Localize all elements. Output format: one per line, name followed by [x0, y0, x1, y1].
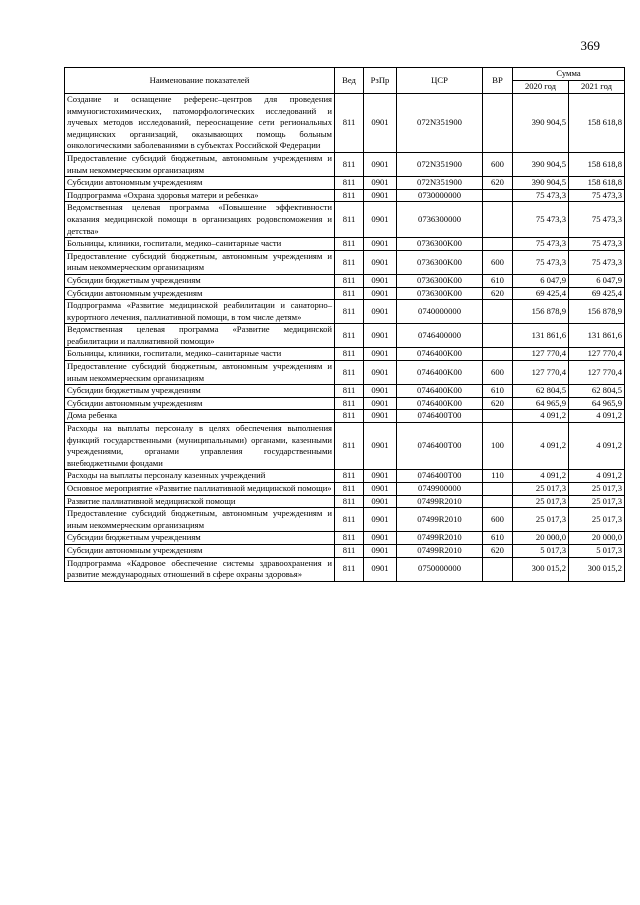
row-rzpr-cell: 0901 [364, 557, 397, 581]
row-2020-cell: 75 473,3 [513, 189, 569, 202]
row-name-cell: Предоставление субсидий бюджетным, автономным учреждениям и иным некоммерческим организациям [65, 250, 335, 274]
table-row [65, 483, 625, 496]
row-name-cell: Расходы на выплаты персоналу казенных учреждений [65, 470, 335, 483]
header-ved: Вед [335, 68, 364, 94]
row-vr-cell: 610 [483, 385, 513, 398]
row-2021-cell: 75 473,3 [569, 250, 625, 274]
row-name-cell: Дома ребенка [65, 410, 335, 423]
row-ved-cell: 811 [335, 532, 364, 545]
row-vr-cell: 620 [483, 287, 513, 300]
row-ved-cell: 811 [335, 483, 364, 496]
row-2021-cell: 69 425,4 [569, 287, 625, 300]
row-2020-cell: 62 804,5 [513, 385, 569, 398]
table-row [65, 532, 625, 545]
row-2021-cell: 158 618,8 [569, 94, 625, 153]
row-ved-cell: 811 [335, 361, 364, 385]
row-rzpr-cell: 0901 [364, 544, 397, 557]
row-vr-cell [483, 202, 513, 238]
row-2021-cell: 156 878,9 [569, 300, 625, 324]
row-csr-cell: 0746400K00 [397, 361, 483, 385]
row-2020-cell: 156 878,9 [513, 300, 569, 324]
row-2020-cell: 75 473,3 [513, 238, 569, 251]
row-ved-cell: 811 [335, 423, 364, 470]
row-ved-cell: 811 [335, 238, 364, 251]
row-name-cell: Субсидии бюджетным учреждениям [65, 532, 335, 545]
row-rzpr-cell: 0901 [364, 495, 397, 508]
row-csr-cell: 0736300K00 [397, 238, 483, 251]
row-2021-cell: 75 473,3 [569, 189, 625, 202]
table-row [65, 348, 625, 361]
table-row [65, 361, 625, 385]
row-vr-cell [483, 483, 513, 496]
table-row [65, 410, 625, 423]
row-2020-cell: 20 000,0 [513, 532, 569, 545]
row-csr-cell: 0746400T00 [397, 470, 483, 483]
row-name-cell: Субсидии автономным учреждениям [65, 544, 335, 557]
row-csr-cell: 0740000000 [397, 300, 483, 324]
table-row [65, 423, 625, 470]
header-2020: 2020 год [513, 81, 569, 94]
row-2020-cell: 390 904,5 [513, 94, 569, 153]
row-rzpr-cell: 0901 [364, 423, 397, 470]
row-csr-cell: 07499R2010 [397, 544, 483, 557]
row-vr-cell: 600 [483, 508, 513, 532]
table-row [65, 324, 625, 348]
row-rzpr-cell: 0901 [364, 274, 397, 287]
row-rzpr-cell: 0901 [364, 397, 397, 410]
row-name-cell: Субсидии автономным учреждениям [65, 177, 335, 190]
row-vr-cell: 600 [483, 152, 513, 176]
row-csr-cell: 0736300K00 [397, 274, 483, 287]
row-csr-cell: 0746400000 [397, 324, 483, 348]
row-ved-cell: 811 [335, 177, 364, 190]
row-ved-cell: 811 [335, 202, 364, 238]
row-name-cell: Подпрограмма «Охрана здоровья матери и ребенка» [65, 189, 335, 202]
row-2021-cell: 5 017,3 [569, 544, 625, 557]
row-csr-cell: 07499R2010 [397, 532, 483, 545]
table-row [65, 202, 625, 238]
row-name-cell: Подпрограмма «Развитие медицинской реабилитации и санаторно–курортного лечения, паллиативной помощи, в том числе детям» [65, 300, 335, 324]
row-vr-cell: 620 [483, 177, 513, 190]
row-2020-cell: 25 017,3 [513, 483, 569, 496]
row-vr-cell: 620 [483, 544, 513, 557]
row-vr-cell [483, 557, 513, 581]
row-csr-cell: 0736300K00 [397, 250, 483, 274]
row-2021-cell: 131 861,6 [569, 324, 625, 348]
row-2021-cell: 75 473,3 [569, 238, 625, 251]
table-row [65, 189, 625, 202]
table-row [65, 300, 625, 324]
table-row [65, 544, 625, 557]
table-row [65, 274, 625, 287]
row-vr-cell: 600 [483, 250, 513, 274]
row-ved-cell: 811 [335, 348, 364, 361]
row-vr-cell [483, 495, 513, 508]
row-2021-cell: 75 473,3 [569, 202, 625, 238]
row-2020-cell: 300 015,2 [513, 557, 569, 581]
header-name: Наименование показателей [65, 68, 335, 94]
row-2020-cell: 4 091,2 [513, 410, 569, 423]
row-csr-cell: 0730000000 [397, 189, 483, 202]
row-name-cell: Ведомственная целевая программа «Развитие медицинской реабилитации и паллиативной помощи» [65, 324, 335, 348]
row-rzpr-cell: 0901 [364, 324, 397, 348]
row-csr-cell: 072N351900 [397, 152, 483, 176]
row-ved-cell: 811 [335, 544, 364, 557]
row-csr-cell: 0746400T00 [397, 410, 483, 423]
row-csr-cell: 0736300000 [397, 202, 483, 238]
row-vr-cell [483, 300, 513, 324]
row-2020-cell: 25 017,3 [513, 495, 569, 508]
row-csr-cell: 07499R2010 [397, 495, 483, 508]
row-ved-cell: 811 [335, 300, 364, 324]
row-2020-cell: 127 770,4 [513, 348, 569, 361]
row-name-cell: Предоставление субсидий бюджетным, автономным учреждениям и иным некоммерческим организациям [65, 508, 335, 532]
row-2021-cell: 4 091,2 [569, 423, 625, 470]
row-rzpr-cell: 0901 [364, 483, 397, 496]
row-2021-cell: 25 017,3 [569, 495, 625, 508]
row-name-cell: Развитие паллиативной медицинской помощи [65, 495, 335, 508]
row-rzpr-cell: 0901 [364, 348, 397, 361]
header-sum: Сумма [513, 68, 625, 81]
header-rzpr: РзПр [364, 68, 397, 94]
row-2021-cell: 62 804,5 [569, 385, 625, 398]
row-name-cell: Больницы, клиники, госпитали, медико–санитарные части [65, 348, 335, 361]
row-vr-cell [483, 348, 513, 361]
row-2021-cell: 127 770,4 [569, 361, 625, 385]
row-2020-cell: 25 017,3 [513, 508, 569, 532]
row-rzpr-cell: 0901 [364, 361, 397, 385]
row-rzpr-cell: 0901 [364, 238, 397, 251]
row-name-cell: Субсидии автономным учреждениям [65, 397, 335, 410]
row-name-cell: Предоставление субсидий бюджетным, автономным учреждениям и иным некоммерческим организациям [65, 152, 335, 176]
header-vr: ВР [483, 68, 513, 94]
budget-table [64, 67, 625, 582]
row-name-cell: Субсидии автономным учреждениям [65, 287, 335, 300]
row-ved-cell: 811 [335, 557, 364, 581]
table-row [65, 385, 625, 398]
row-ved-cell: 811 [335, 508, 364, 532]
row-csr-cell: 0736300K00 [397, 287, 483, 300]
row-name-cell: Подпрограмма «Кадровое обеспечение системы здравоохранения и развитие международных отношений в сфере охраны здоровья» [65, 557, 335, 581]
row-rzpr-cell: 0901 [364, 470, 397, 483]
row-ved-cell: 811 [335, 385, 364, 398]
row-name-cell: Расходы на выплаты персоналу в целях обеспечения выполнения функций государственными (муниципальными) органами, казенными учреждениями, органами управления государственными внебюджетными фондами [65, 423, 335, 470]
row-2020-cell: 4 091,2 [513, 470, 569, 483]
row-vr-cell [483, 189, 513, 202]
row-2020-cell: 390 904,5 [513, 177, 569, 190]
row-2021-cell: 127 770,4 [569, 348, 625, 361]
table-row [65, 250, 625, 274]
row-csr-cell: 0746400T00 [397, 423, 483, 470]
row-rzpr-cell: 0901 [364, 300, 397, 324]
row-2020-cell: 75 473,3 [513, 250, 569, 274]
row-name-cell: Ведомственная целевая программа «Повышение эффективности оказания медицинской помощи в организациях родовспоможения и детства» [65, 202, 335, 238]
row-csr-cell: 072N351900 [397, 94, 483, 153]
row-2021-cell: 25 017,3 [569, 508, 625, 532]
row-rzpr-cell: 0901 [364, 287, 397, 300]
row-csr-cell: 0746400K00 [397, 385, 483, 398]
row-vr-cell [483, 94, 513, 153]
row-ved-cell: 811 [335, 397, 364, 410]
table-row [65, 287, 625, 300]
row-2020-cell: 127 770,4 [513, 361, 569, 385]
row-vr-cell [483, 238, 513, 251]
row-vr-cell: 620 [483, 397, 513, 410]
row-ved-cell: 811 [335, 470, 364, 483]
row-rzpr-cell: 0901 [364, 189, 397, 202]
row-name-cell: Создание и оснащение референс–центров для проведения иммуногистохимических, патоморфологических исследований и лучевых методов исследований, переоснащение сети региональных медицинских организаций, оказывающих помощь больным онкологическими заболеваниями в субъектах Российской Федерации [65, 94, 335, 153]
row-vr-cell [483, 410, 513, 423]
row-rzpr-cell: 0901 [364, 385, 397, 398]
row-ved-cell: 811 [335, 152, 364, 176]
row-2021-cell: 300 015,2 [569, 557, 625, 581]
row-ved-cell: 811 [335, 287, 364, 300]
row-2020-cell: 75 473,3 [513, 202, 569, 238]
row-2021-cell: 6 047,9 [569, 274, 625, 287]
row-csr-cell: 0750000000 [397, 557, 483, 581]
row-2020-cell: 131 861,6 [513, 324, 569, 348]
row-vr-cell: 600 [483, 361, 513, 385]
row-2021-cell: 4 091,2 [569, 410, 625, 423]
table-row [65, 177, 625, 190]
header-2021: 2021 год [569, 81, 625, 94]
row-ved-cell: 811 [335, 410, 364, 423]
row-vr-cell: 610 [483, 274, 513, 287]
row-2020-cell: 390 904,5 [513, 152, 569, 176]
row-ved-cell: 811 [335, 189, 364, 202]
table-row [65, 495, 625, 508]
row-csr-cell: 07499R2010 [397, 508, 483, 532]
table-row [65, 508, 625, 532]
row-ved-cell: 811 [335, 274, 364, 287]
row-ved-cell: 811 [335, 495, 364, 508]
row-rzpr-cell: 0901 [364, 94, 397, 153]
table-row [65, 94, 625, 153]
row-rzpr-cell: 0901 [364, 152, 397, 176]
row-2020-cell: 4 091,2 [513, 423, 569, 470]
table-row [65, 397, 625, 410]
row-rzpr-cell: 0901 [364, 532, 397, 545]
row-name-cell: Субсидии бюджетным учреждениям [65, 385, 335, 398]
row-ved-cell: 811 [335, 250, 364, 274]
row-2021-cell: 4 091,2 [569, 470, 625, 483]
page-number: 369 [580, 38, 600, 53]
row-rzpr-cell: 0901 [364, 410, 397, 423]
row-name-cell: Основное мероприятие «Развитие паллиативной медицинской помощи» [65, 483, 335, 496]
table-row [65, 152, 625, 176]
row-csr-cell: 0749900000 [397, 483, 483, 496]
row-2020-cell: 64 965,9 [513, 397, 569, 410]
table-row [65, 557, 625, 581]
row-2021-cell: 158 618,8 [569, 152, 625, 176]
row-name-cell: Субсидии бюджетным учреждениям [65, 274, 335, 287]
table-row [65, 238, 625, 251]
row-rzpr-cell: 0901 [364, 177, 397, 190]
row-2020-cell: 6 047,9 [513, 274, 569, 287]
row-2020-cell: 5 017,3 [513, 544, 569, 557]
row-csr-cell: 0746400K00 [397, 348, 483, 361]
row-vr-cell: 100 [483, 423, 513, 470]
row-csr-cell: 072N351900 [397, 177, 483, 190]
row-ved-cell: 811 [335, 324, 364, 348]
row-2021-cell: 20 000,0 [569, 532, 625, 545]
table-body [65, 94, 625, 582]
row-2020-cell: 69 425,4 [513, 287, 569, 300]
row-name-cell: Предоставление субсидий бюджетным, автономным учреждениям и иным некоммерческим организациям [65, 361, 335, 385]
row-rzpr-cell: 0901 [364, 250, 397, 274]
header-csr: ЦСР [397, 68, 483, 94]
row-rzpr-cell: 0901 [364, 508, 397, 532]
table-row [65, 470, 625, 483]
row-2021-cell: 25 017,3 [569, 483, 625, 496]
row-csr-cell: 0746400K00 [397, 397, 483, 410]
row-ved-cell: 811 [335, 94, 364, 153]
row-2021-cell: 64 965,9 [569, 397, 625, 410]
row-rzpr-cell: 0901 [364, 202, 397, 238]
row-vr-cell: 110 [483, 470, 513, 483]
row-vr-cell [483, 324, 513, 348]
row-vr-cell: 610 [483, 532, 513, 545]
row-name-cell: Больницы, клиники, госпитали, медико–санитарные части [65, 238, 335, 251]
row-2021-cell: 158 618,8 [569, 177, 625, 190]
